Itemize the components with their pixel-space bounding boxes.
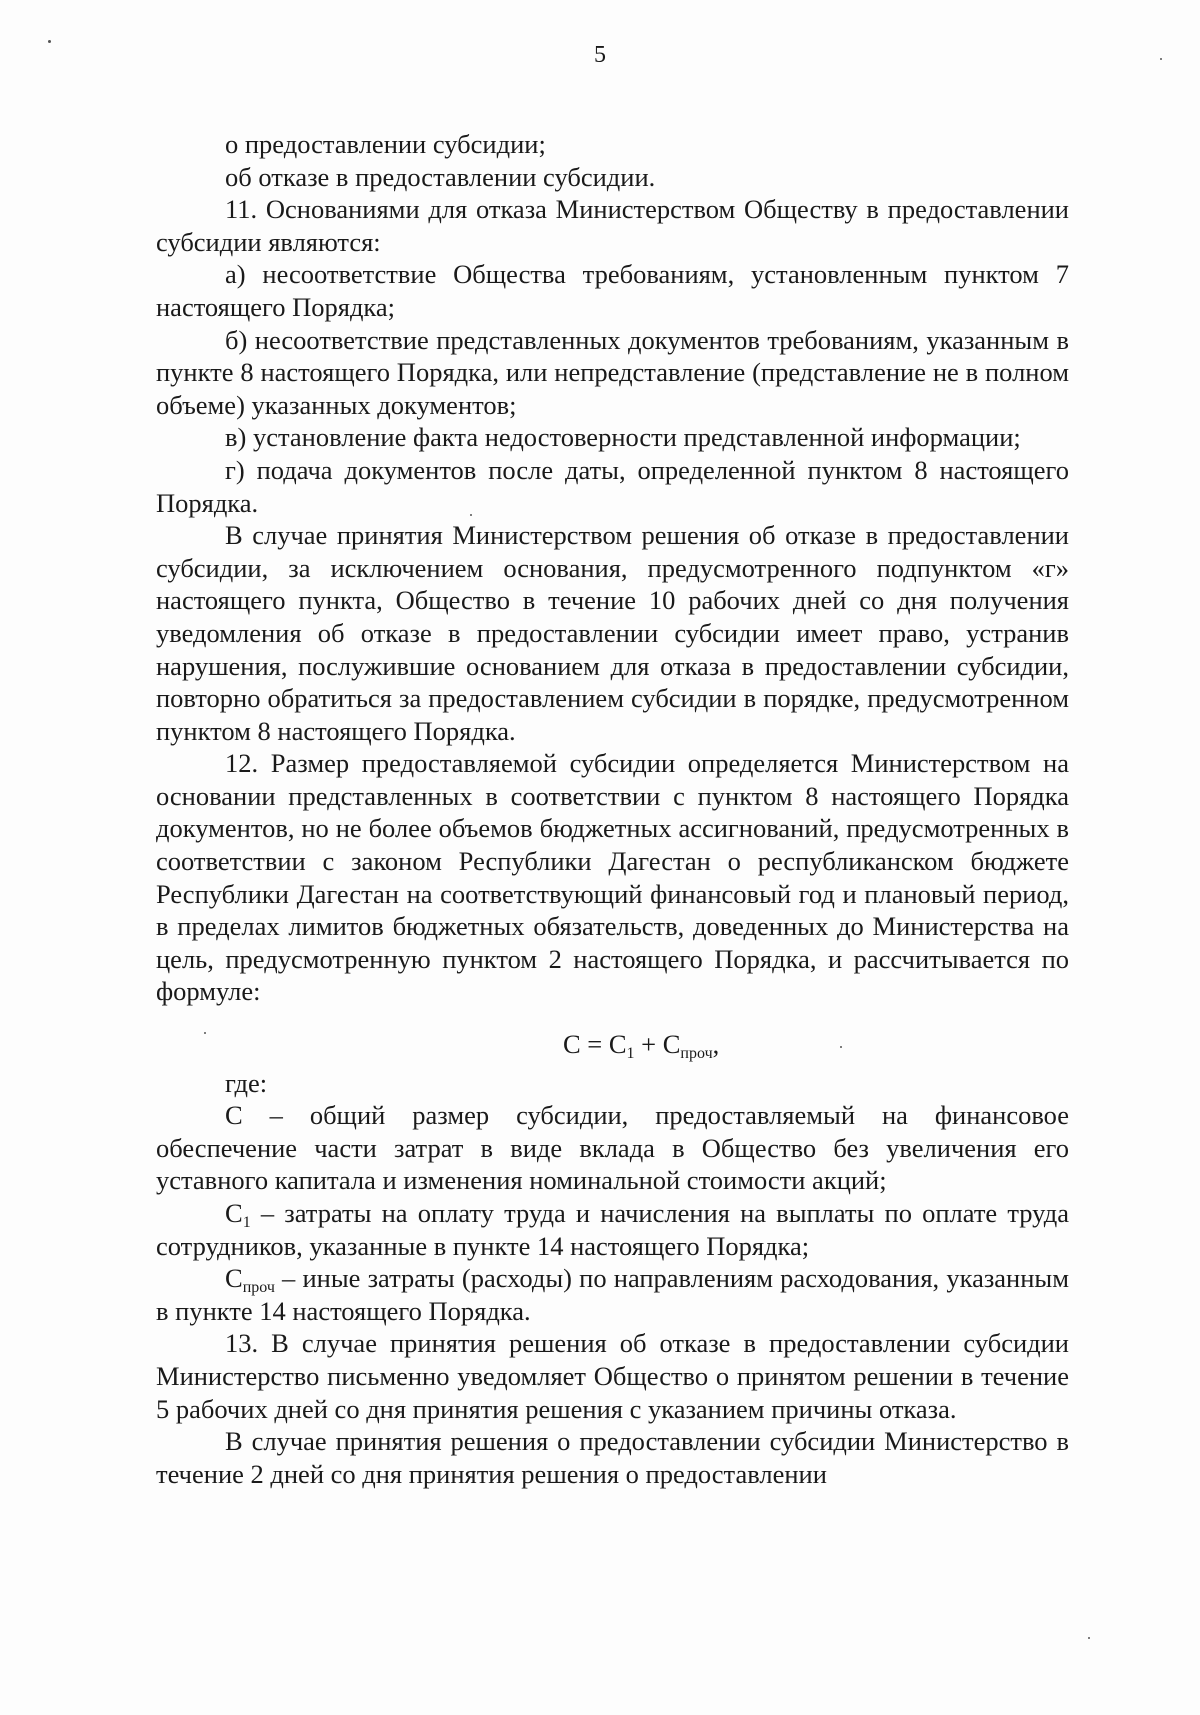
formula-lhs: С = С — [563, 1029, 627, 1060]
c1-text: – затраты на оплату труда и начисления на выплаты по оплате труда сотрудников, указанные в пункте 14 настоящего Порядка; — [156, 1198, 1069, 1261]
scan-speck — [1160, 58, 1162, 60]
c1-subscript: 1 — [242, 1214, 251, 1231]
formula-plus: + С — [634, 1029, 681, 1060]
cproch-symbol: С — [225, 1263, 243, 1294]
scan-speck — [48, 40, 51, 43]
formula-sub-proch: проч — [680, 1045, 713, 1063]
subsidy-formula — [156, 1028, 1069, 1061]
cproch-subscript: проч — [242, 1279, 275, 1297]
paragraph-grant-case: В случае принятия решения о предоставлении субсидии Министерство в течение 2 дней со дня принятия решения о предоставлении — [156, 1426, 1069, 1489]
paragraph-item-v: в) установление факта недостоверности представленной информации; — [225, 422, 1021, 453]
paragraph-clause-12: 12. Размер предоставляемой субсидии определяется Министерством на основании представленных в соответствии с пунктом 8 настоящего Порядка документов, но не более объемов бюджетных ассигнований, предусмотренных в соответствии с законом Республики Дагестан о республиканском бюджете Республики Дагестан на соответствующий финансовый год и плановый период, в пределах лимитов бюджетных обязательств, доведенных до Министерства на цель, предусмотренную пунктом 2 настоящего Порядка, и рассчитывается по формуле: — [156, 748, 1069, 1007]
paragraph-clause-13: 13. В случае принятия решения об отказе в предоставлении субсидии Министерство письменно уведомляет Общество о принятом решении в течение 5 рабочих дней со дня принятия решения с указанием причины отказа. — [156, 1328, 1069, 1424]
formula-sub-1: 1 — [626, 1045, 635, 1063]
scan-speck — [204, 1032, 206, 1034]
paragraph-item-g: г) подача документов после даты, определенной пунктом 8 настоящего Порядка. — [156, 454, 1069, 518]
paragraph: об отказе в предоставлении субсидии. — [225, 161, 656, 192]
paragraph-clause-11: 11. Основаниями для отказа Министерством Обществу в предоставлении субсидии являются: — [156, 194, 1069, 257]
document-body — [156, 128, 1069, 1490]
scan-speck — [470, 514, 472, 516]
paragraph-item-b: б) несоответствие представленных документов требованиям, указанным в пункте 8 настоящего Порядка, или непредставление (представление не в полном объеме) указанных документов; — [156, 324, 1069, 420]
scan-speck — [1088, 1637, 1090, 1639]
paragraph-item-a: а) несоответствие Общества требованиям, установленным пунктом 7 настоящего Порядка; — [156, 259, 1069, 322]
scan-speck — [840, 1046, 842, 1048]
definition-c1 — [156, 1197, 1069, 1262]
formula-end: , — [712, 1029, 720, 1060]
cproch-text: – иные затраты (расходы) по направлениям расходования, указанным в пункте 14 настоящего Порядка. — [156, 1263, 1069, 1326]
definition-c: С – общий размер субсидии, предоставляемый на финансовое обеспечение части затрат в виде вклада в Общество без увеличения его уставного капитала и изменения номинальной стоимости акций; — [156, 1100, 1069, 1196]
paragraph: о предоставлении субсидии; — [225, 129, 546, 159]
where-label: где: — [225, 1067, 268, 1098]
definition-cproch — [156, 1262, 1069, 1327]
c1-symbol: С — [225, 1198, 243, 1228]
page-number: 5 — [594, 42, 606, 68]
paragraph-refusal-case: В случае принятия Министерством решения об отказе в предоставлении субсидии, за исключением основания, предусмотренного подпунктом «г» настоящего пункта, Общество в течение 10 рабочих дней со дня получения уведомления об отказе в предоставлении субсидии имеет право, устранив нарушения, послужившие основанием для отказа в предоставлении субсидии, повторно обратиться за предоставлением субсидии в порядке, предусмотренном пунктом 8 настоящего Порядка. — [156, 520, 1069, 746]
